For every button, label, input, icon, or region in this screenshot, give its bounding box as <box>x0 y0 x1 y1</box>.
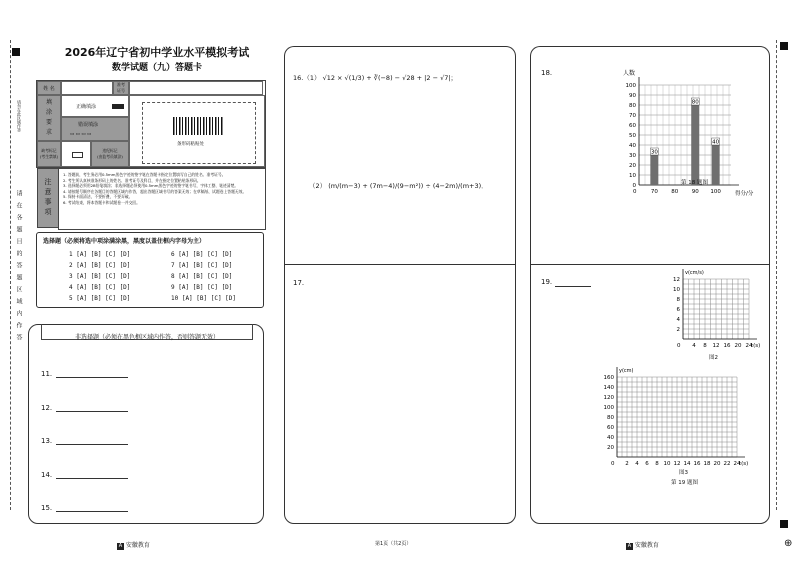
y-tick-label: 10 <box>673 287 680 293</box>
choice-row[interactable]: 1 [A] [B] [C] [D] <box>69 251 131 258</box>
q19-label: 19. <box>541 278 553 286</box>
y-tick-label: 6 <box>676 307 680 313</box>
notes-title: 注意事项 <box>37 168 59 228</box>
y-tick-label: 140 <box>603 385 614 391</box>
bar <box>712 145 720 185</box>
brand-right: 安徽教育 <box>634 542 659 549</box>
y-tick-label: 120 <box>603 395 614 401</box>
x-tick-label: 4 <box>692 343 696 349</box>
x-tick-label: 2 <box>625 461 629 467</box>
y-axis-label: y(cm) <box>619 368 634 374</box>
x-tick-label: 6 <box>645 461 649 467</box>
page-subtitle: 数学试题（九）答题卡 <box>111 63 202 73</box>
q19-fig2-caption: 图2 <box>709 355 718 361</box>
q19-panel[interactable] <box>530 264 770 524</box>
q16-expr1: √12 × √(1/3) + ∛(−8) − √28 + |2 − √7|； <box>322 74 458 82</box>
corner-mark-icon <box>12 48 20 56</box>
y-tick-label: 50 <box>629 133 636 139</box>
q19-fig3-caption: 图3 <box>679 470 688 476</box>
notes-box <box>44 168 266 230</box>
bar <box>691 105 699 185</box>
q18-panel[interactable] <box>530 46 770 264</box>
y-tick-label: 12 <box>673 277 680 283</box>
q17-label: 17. <box>293 279 305 287</box>
bar-label: 40 <box>712 139 720 146</box>
choice-right-column <box>171 251 236 306</box>
x-tick-label: 20 <box>713 461 721 467</box>
x-tick-label: 16 <box>723 343 731 349</box>
q19-label-line <box>555 286 591 287</box>
q19-caption: 第 19 题图 <box>671 480 698 486</box>
choice-panel <box>36 232 264 308</box>
side-mark: 请勿在此区域作答 <box>17 100 22 132</box>
violation-label: 违纪标记 (由监考员填涂) <box>91 141 129 167</box>
y-tick-label: 100 <box>603 405 614 411</box>
correct-fill-label: 正确填涂 <box>76 104 97 110</box>
y-axis-label: v(cm/s) <box>685 270 704 276</box>
wrong-fill-row <box>61 117 129 141</box>
notes-list <box>63 172 261 205</box>
choice-row[interactable]: 7 [A] [B] [C] [D] <box>171 262 233 269</box>
footer-right <box>626 540 659 550</box>
exam-no-label: 准考 证号 <box>113 81 129 95</box>
y-tick-label: 90 <box>629 93 636 99</box>
name-label: 姓 名 <box>37 81 61 95</box>
x-tick-label: 8 <box>703 343 707 349</box>
y-tick-label: 30 <box>629 153 636 159</box>
x-tick-label: 14 <box>683 461 691 467</box>
wrong-fill-samples: ▭ ▭ ▭ ▭ <box>70 132 92 137</box>
y-tick-label: 60 <box>607 425 614 431</box>
q16-label: 16.（1） <box>293 74 321 82</box>
y-tick-label: 40 <box>629 143 636 149</box>
x-tick-label: 12 <box>673 461 681 467</box>
answer-line-14[interactable]: 14. <box>41 470 128 479</box>
brand-logo-icon: A <box>627 543 632 549</box>
non-choice-panel <box>28 324 264 524</box>
y-tick-label: 2 <box>676 327 680 333</box>
y-tick-label: 8 <box>676 297 680 303</box>
fill-req-label: 填 涂 要 求 <box>37 95 61 141</box>
x-tick-label: 90 <box>691 189 699 195</box>
bar-label: 30 <box>650 149 658 156</box>
absent-checkbox[interactable] <box>72 152 83 158</box>
choice-row[interactable]: 2 [A] [B] [C] [D] <box>69 262 131 269</box>
x-tick-label: 24 <box>745 343 753 349</box>
q16-expr2: (m/(m−3) + (7m−4)/(9−m²)) ÷ (4−2m)/(m+3)． <box>328 182 488 190</box>
q19-figure2-grid <box>663 267 773 351</box>
y-tick-label: 60 <box>629 123 636 129</box>
q16-part2 <box>309 181 488 190</box>
note-item: 3. 选择题必须用2B铅笔填涂；非选择题必须使用0.5mm黑色字迹的签字笔书写，字体工整、笔迹清楚。 <box>63 183 239 188</box>
bar <box>650 155 658 185</box>
x-tick-label: 10 <box>663 461 671 467</box>
choice-row[interactable]: 9 [A] [B] [C] [D] <box>171 284 233 291</box>
x-axis-label: t(s) <box>751 343 761 349</box>
q19-figure3-grid <box>595 365 771 469</box>
choice-row[interactable]: 10 [A] [B] [C] [D] <box>171 295 237 302</box>
left-binding-strip <box>4 40 28 510</box>
absent-box[interactable] <box>61 141 91 167</box>
barcode-area <box>129 95 265 167</box>
y-tick-label: 4 <box>676 317 680 323</box>
bar-label: 80 <box>691 99 699 106</box>
y-tick-label: 80 <box>629 103 636 109</box>
x-tick-label: 24 <box>733 461 741 467</box>
y-tick-label: 100 <box>625 83 636 89</box>
footer-left <box>117 540 150 550</box>
barcode-label: 条形码粘贴处 <box>177 142 204 147</box>
x-tick-label: 100 <box>710 189 721 195</box>
non-choice-title-box <box>41 324 253 340</box>
answer-line-12[interactable]: 12. <box>41 403 128 412</box>
x-tick-label: 8 <box>655 461 659 467</box>
page-number: 第1页（共2页） <box>375 541 412 547</box>
y-tick-label: 0 <box>632 183 636 189</box>
brand-logo-icon: A <box>118 543 123 549</box>
choice-title: 选择题（必须将选中项涂满涂黑，黑度以盖住框内字母为主） <box>43 238 206 245</box>
exam-no-field[interactable] <box>129 81 263 95</box>
x-tick-label: 20 <box>734 343 742 349</box>
name-field[interactable] <box>61 81 113 95</box>
y-tick-label: 70 <box>629 113 636 119</box>
crosshair-icon: ⊕ <box>784 538 793 549</box>
corner-mark-icon <box>780 42 788 50</box>
x-tick-label: 4 <box>635 461 639 467</box>
x-tick-label: 22 <box>723 461 731 467</box>
barcode-frame <box>142 102 256 164</box>
note-item: 1. 答题前，考生务必用0.5mm黑色字迹的签字笔在答题卡指定位置填写自己的姓名、准考证号。 <box>63 172 226 177</box>
choice-row[interactable]: 4 [A] [B] [C] [D] <box>69 284 131 291</box>
y-tick-label: 40 <box>607 435 614 441</box>
correct-fill-sample <box>112 104 124 109</box>
q17-panel[interactable] <box>284 264 516 524</box>
absent-label: 缺考标记 (考生禁填) <box>37 141 61 167</box>
q18-caption: 第 18 题图 <box>681 180 708 186</box>
q16-part1 <box>293 73 457 82</box>
origin-label: 0 <box>611 461 615 467</box>
corner-mark-icon <box>780 520 788 528</box>
choice-row[interactable]: 3 [A] [B] [C] [D] <box>69 273 131 280</box>
y-tick-label: 20 <box>629 163 636 169</box>
answer-line-13[interactable]: 13. <box>41 436 128 445</box>
y-tick-label: 10 <box>629 173 636 179</box>
answer-line-15[interactable]: 15. <box>41 503 128 512</box>
barcode-icon <box>173 117 223 135</box>
choice-row[interactable]: 8 [A] [B] [C] [D] <box>171 273 233 280</box>
x-tick-label: 18 <box>703 461 711 467</box>
correct-fill-row <box>61 95 129 117</box>
choice-left-column <box>69 251 130 306</box>
x-tick-label: 80 <box>671 189 679 195</box>
x-tick-label: 12 <box>712 343 720 349</box>
x-axis-label: 得分/分 <box>735 191 754 197</box>
wrong-fill-label: 错误填涂 <box>78 122 99 128</box>
side-instruction: 请在各题目的答题区域内作答 <box>15 190 22 346</box>
x-tick-label: 16 <box>693 461 701 467</box>
origin-label: 0 <box>677 343 681 349</box>
brand-left: 安徽教育 <box>125 542 150 549</box>
y-axis-label: 人数 <box>623 70 636 77</box>
note-item: 2. 考生须认真核准条形码上的姓名、准考证号及科目，并在指定位置粘贴条形码。 <box>63 177 201 183</box>
y-tick-label: 80 <box>607 415 614 421</box>
right-binding-strip <box>776 40 791 510</box>
q18-label: 18. <box>541 69 553 77</box>
note-item: 5. 保持卡面清洁，不要折叠，不要弄破。 <box>63 194 133 199</box>
choice-row[interactable]: 6 [A] [B] [C] [D] <box>171 251 233 258</box>
y-tick-label: 160 <box>603 375 614 381</box>
non-choice-title: 非选择题（必须在黑色框区域内作答，否则答题无效） <box>74 334 219 341</box>
page-title: 2026年辽宁省初中学业水平模拟考试 <box>64 46 250 59</box>
y-tick-label: 20 <box>607 445 614 451</box>
choice-row[interactable]: 5 [A] [B] [C] [D] <box>69 295 131 302</box>
answer-line-11[interactable]: 11. <box>41 369 128 378</box>
q16-label2: （2） <box>309 182 327 190</box>
x-axis-label: t(s) <box>739 461 749 467</box>
q16-panel[interactable] <box>284 46 516 264</box>
origin-label: 0 <box>633 189 637 195</box>
info-box <box>36 80 266 168</box>
note-item: 4. 请按题号顺序在各题目的答题区域内作答，超出答题区域书写的答案无效；在草稿纸、试题卷上答题无效。 <box>63 188 247 194</box>
x-tick-label: 70 <box>650 189 658 195</box>
note-item: 6. 考试结束，将本答题卡和试题卷一并交回。 <box>63 199 140 205</box>
